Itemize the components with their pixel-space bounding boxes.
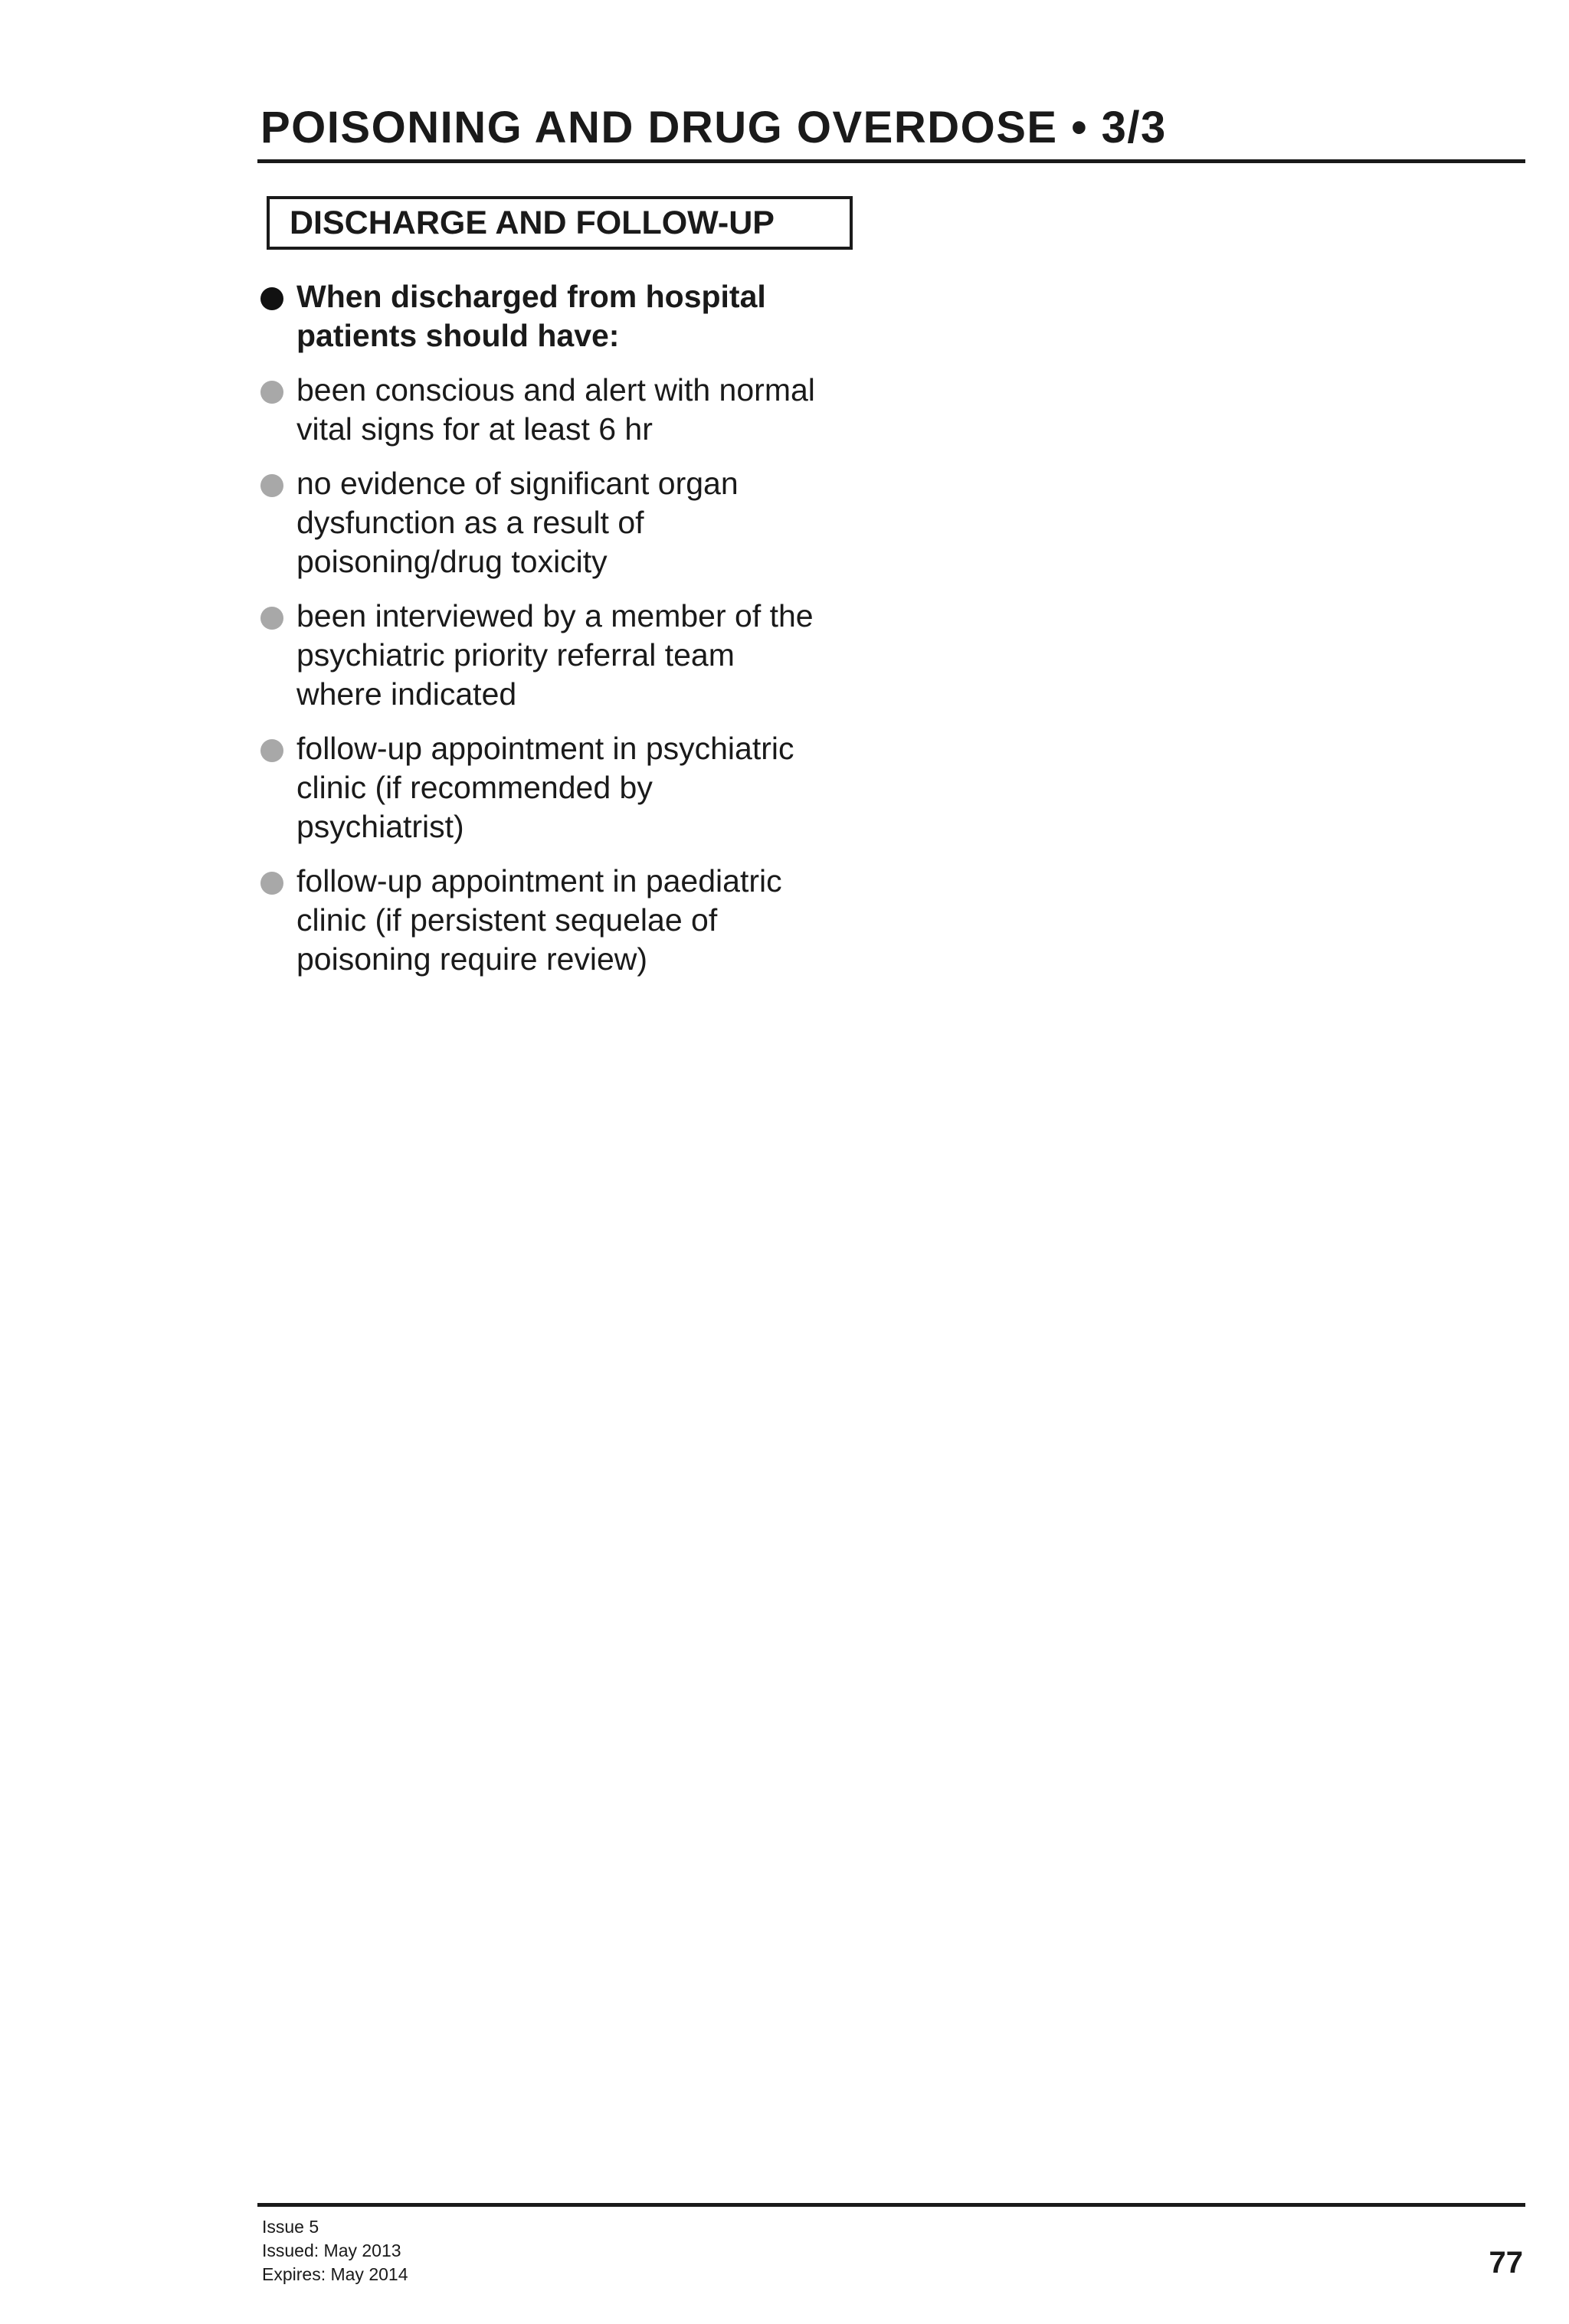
main-point-line: When discharged from hospital bbox=[296, 279, 766, 314]
list-item-line: poisoning require review) bbox=[296, 941, 648, 977]
grey-bullet-icon bbox=[260, 474, 283, 497]
list-item-text bbox=[296, 464, 739, 581]
section-heading-box bbox=[267, 196, 853, 250]
list-item bbox=[260, 464, 873, 581]
list-item-line: psychiatrist) bbox=[296, 809, 464, 844]
list-item-line: no evidence of significant organ bbox=[296, 466, 739, 501]
list-item bbox=[260, 729, 873, 846]
section-content bbox=[260, 277, 873, 994]
page-number: 77 bbox=[1489, 2246, 1523, 2280]
footer-divider bbox=[257, 2203, 1525, 2207]
grey-bullet-icon bbox=[260, 872, 283, 895]
list-item-line: poisoning/drug toxicity bbox=[296, 544, 608, 579]
list-item-text bbox=[296, 371, 815, 449]
list-item-line: follow-up appointment in paediatric bbox=[296, 863, 782, 899]
issued-date: Issued: May 2013 bbox=[262, 2241, 401, 2260]
list-item-line: been interviewed by a member of the bbox=[296, 598, 814, 633]
list-item-line: clinic (if recommended by bbox=[296, 770, 653, 805]
list-item bbox=[260, 862, 873, 979]
footer-issue-info bbox=[262, 2215, 408, 2286]
main-point bbox=[260, 277, 873, 355]
black-bullet-icon bbox=[260, 287, 283, 310]
list-item bbox=[260, 597, 873, 714]
list-item-line: psychiatric priority referral team bbox=[296, 637, 735, 673]
issue-number: Issue 5 bbox=[262, 2217, 319, 2237]
expiry-date: Expires: May 2014 bbox=[262, 2264, 408, 2284]
list-item-text bbox=[296, 862, 782, 979]
grey-bullet-icon bbox=[260, 607, 283, 630]
list-item-text bbox=[296, 729, 794, 846]
list-item-line: vital signs for at least 6 hr bbox=[296, 411, 653, 447]
grey-bullet-icon bbox=[260, 739, 283, 762]
page-title: POISONING AND DRUG OVERDOSE • 3/3 bbox=[260, 103, 1167, 152]
list-item bbox=[260, 371, 873, 449]
main-point-line: patients should have: bbox=[296, 318, 620, 353]
list-item-text bbox=[296, 597, 814, 714]
section-heading: DISCHARGE AND FOLLOW-UP bbox=[290, 204, 775, 241]
title-divider bbox=[257, 159, 1525, 163]
list-item-line: where indicated bbox=[296, 676, 517, 712]
main-point-text bbox=[296, 277, 766, 355]
list-item-line: follow-up appointment in psychiatric bbox=[296, 731, 794, 766]
grey-bullet-icon bbox=[260, 381, 283, 404]
list-item-line: been conscious and alert with normal bbox=[296, 372, 815, 408]
list-item-line: dysfunction as a result of bbox=[296, 505, 644, 540]
list-item-line: clinic (if persistent sequelae of bbox=[296, 902, 718, 938]
